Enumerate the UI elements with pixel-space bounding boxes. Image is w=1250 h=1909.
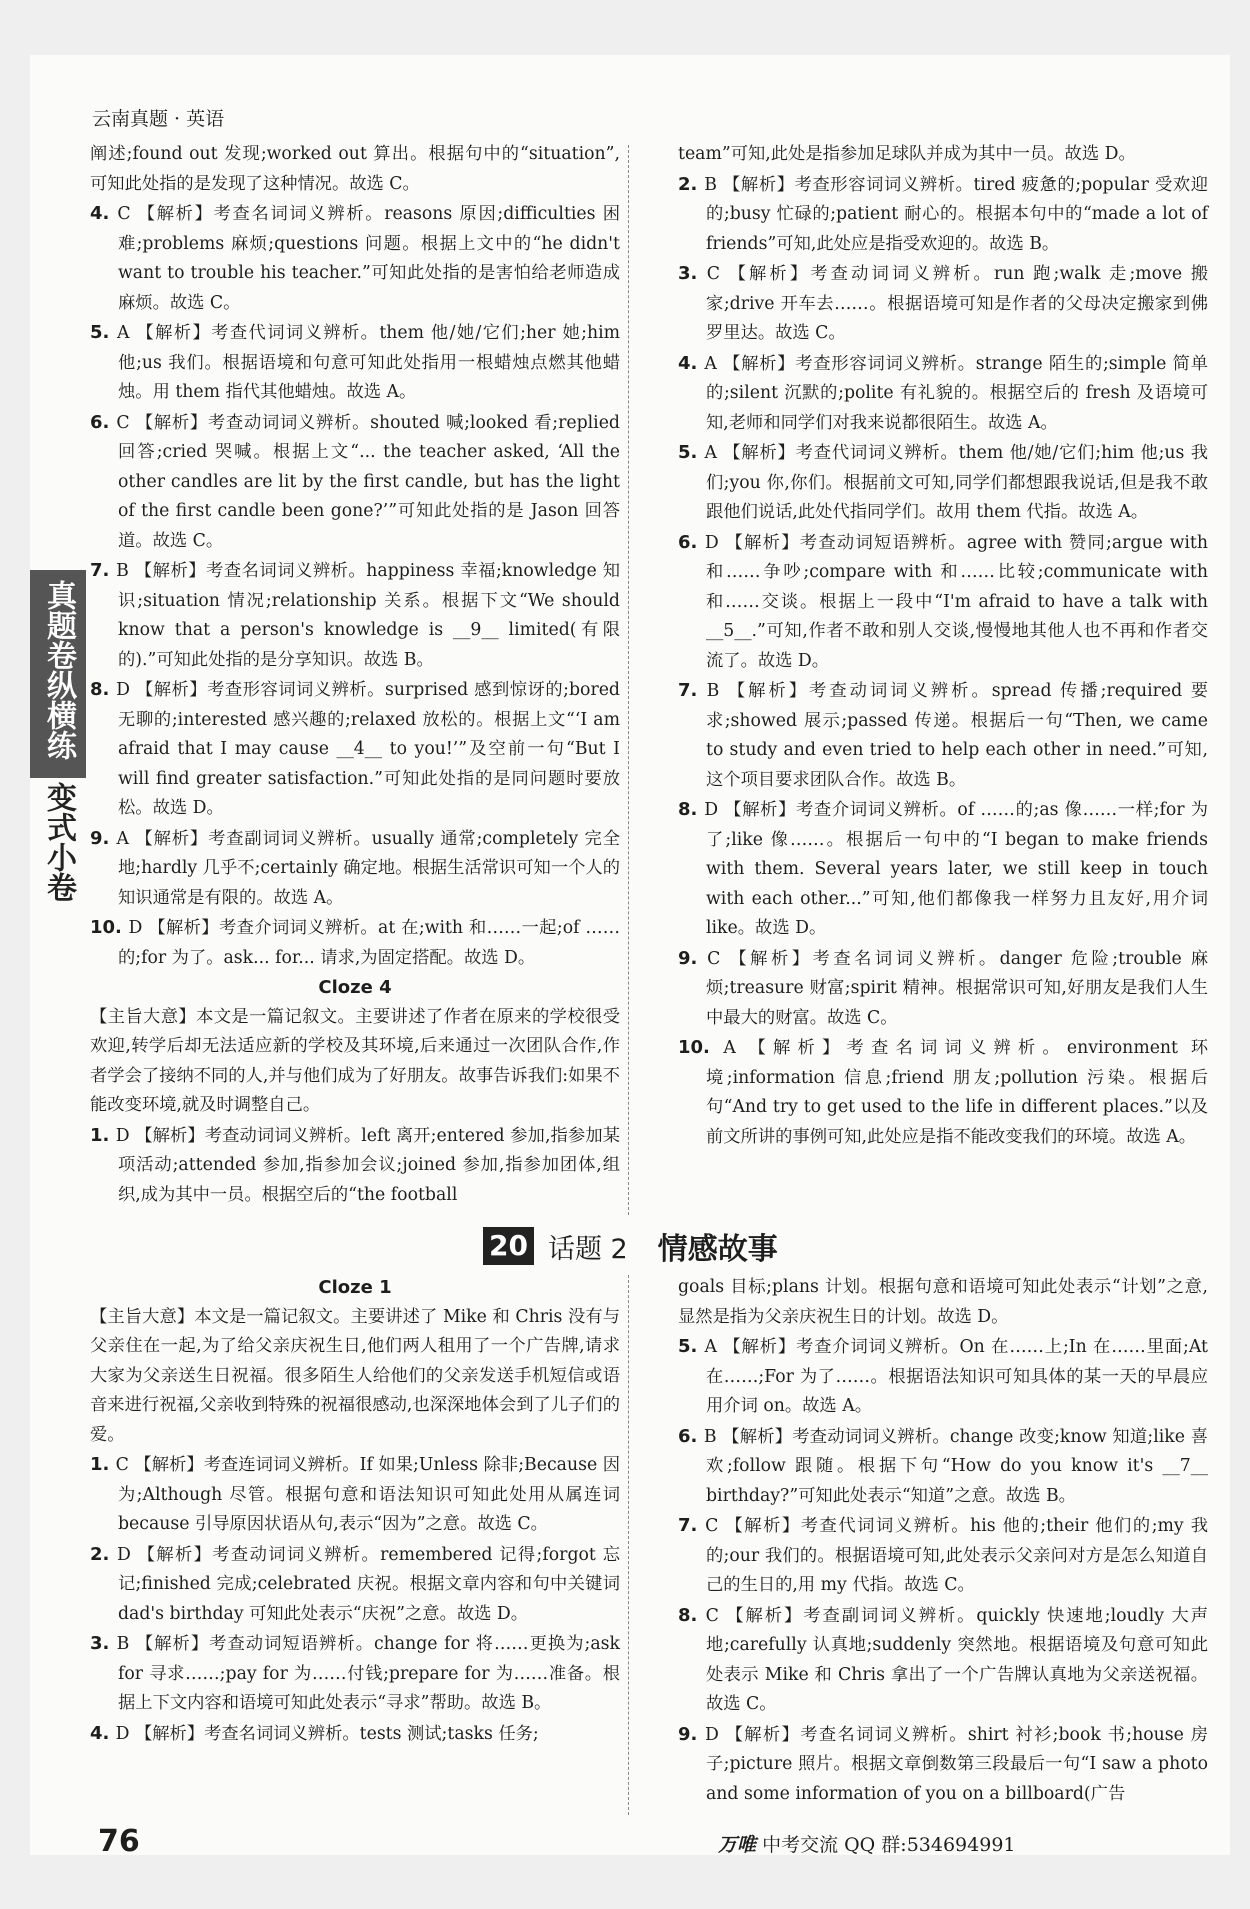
item-explanation: C 【解析】考查名词词义辨析。reasons 原因;difficulties 困难;problems 麻烦;questions 问题。根据上文中的“he didn't want to trouble his teacher.”可知此处指的是害怕给老师造成麻烦。故选 C。 — [117, 204, 620, 313]
item-number: 7. — [90, 560, 117, 581]
item-explanation: B 【解析】考查动词词义辨析。spread 传播;required 要求;showed 展示;passed 传递。根据后一句“Then, we came to study and even tried to help each other in need.”可知,这个项目要求团队合作。故选 B。 — [706, 681, 1208, 790]
answer-text: goals 目标;plans 计划。根据句意和语境可知此处表示“计划”之意,显然是指为父亲庆祝生日的计划。故选 D。 — [678, 1277, 1208, 1327]
answer-item — [678, 438, 1208, 528]
item-number: 8. — [678, 799, 705, 820]
answer-text: 【主旨大意】本文是一篇记叙文。主要讲述了 Mike 和 Chris 没有与父亲住在一起,为了给父亲庆祝生日,他们两人租用了一个广告牌,请求大家为父亲送生日祝福。很多陌生人给他们的父亲发送手机短信或语音来进行祝福,父亲收到特殊的祝福很感动,也深深地体会到了儿子们的爱。 — [90, 1306, 620, 1445]
topic-name: 情感故事 — [657, 1232, 778, 1267]
answer-item — [678, 1601, 1208, 1720]
item-explanation: A 【解析】考查代词词义辨析。them 他/她/它们;him 他;us 我们;you 你,你们。根据前文可知,同学们都想跟我说话,但是我不敢跟他们说话,此处代指同学们。故用 them 代指。故选 A。 — [704, 443, 1208, 522]
item-explanation: C 【解析】考查副词词义辨析。quickly 快速地;loudly 大声地;carefully 认真地;suddenly 突然地。根据语境及句意可知此处表示 Mike 和 Chris 拿出了一个广告牌认真地为父亲送祝福。故选 C。 — [705, 1605, 1208, 1714]
answer-item — [678, 528, 1208, 677]
column-divider — [628, 1275, 629, 1815]
item-number: 9. — [90, 827, 117, 849]
answer-item — [678, 1422, 1208, 1512]
answer-item — [90, 824, 620, 914]
side-tab-label: 变式小卷 — [41, 782, 76, 902]
item-number: 9. — [678, 1723, 705, 1745]
item-explanation: A 【解析】考查代词词义辨析。them 他/她/它们;her 她;him 他;us 我们。根据语境和句意可知此处指用一根蜡烛点燃其他蜡烛。用 them 指代其他蜡烛。故选 A。 — [117, 323, 620, 402]
topic-label: 话题 2 — [547, 1233, 628, 1265]
item-number: 4. — [678, 352, 705, 374]
answer-column-bottom-right — [678, 1273, 1208, 1809]
answer-item — [90, 913, 620, 973]
item-explanation: C 【解析】考查连词词义辨析。If 如果;Unless 除非;Because 因为;Although 尽管。根据句意和语法知识可知此处用从属连词 because 引导原因状语从句,表示“因为”之意。故选 C。 — [115, 1455, 620, 1534]
running-header: 云南真题 · 英语 — [92, 108, 225, 130]
item-number: 1. — [90, 1124, 116, 1146]
item-number: 5. — [678, 442, 705, 463]
item-explanation: C 【解析】考查代词词义辨析。his 他的;their 他们的;my 我的;our 我们的。根据语境可知,此处表示父亲问对方是怎么知道自己的生日的,用 my 代指。故选 C。 — [705, 1516, 1208, 1595]
answer-item — [678, 170, 1208, 260]
topic-heading — [483, 1227, 778, 1265]
item-explanation: B 【解析】考查动词短语辨析。change for 将……更换为;ask for 寻求……;pay for 为……付钱;prepare for 为……准备。根据上下文内容和语境可知此处表示“寻求”帮助。故选 B。 — [116, 1634, 620, 1713]
side-tab-label: 真题卷纵横练 — [41, 580, 76, 760]
item-number: 4. — [90, 203, 118, 224]
answer-item — [90, 1629, 620, 1719]
item-explanation: C 【解析】考查名词词义辨析。danger 危险;trouble 麻烦;treasure 财富;spirit 精神。根据常识可知,好朋友是我们人生中最大的财富。故选 C。 — [706, 948, 1208, 1028]
answer-item — [678, 1033, 1208, 1152]
item-explanation: B 【解析】考查动词词义辨析。change 改变;know 知道;like 喜欢;follow 跟随。根据下句“How do you know it's __7__ birthday?”可知此处表示“知道”之意。故选 B。 — [703, 1426, 1208, 1506]
item-explanation: A 【解析】考查形容词词义辨析。strange 陌生的;simple 简单的;silent 沉默的;polite 有礼貌的。根据空后的 fresh 及语境可知,老师和同学们对我来说都很陌生。故选 A。 — [704, 353, 1208, 433]
cloze-title: Cloze 4 — [318, 977, 392, 998]
answer-item — [90, 675, 620, 824]
item-number: 5. — [90, 322, 118, 343]
item-explanation: B 【解析】考查名词词义辨析。happiness 幸福;knowledge 知识;situation 情况;relationship 关系。根据下文“We should know that a person's knowledge is __9__ limited(有限的).”可知此处指的是分享知识。故选 B。 — [116, 561, 620, 670]
item-explanation: A 【解析】考查副词词义辨析。usually 通常;completely 完全地;hardly 几乎不;certainly 确定地。根据生活常识可知一个人的知识通常是有限的。故选 A。 — [116, 828, 620, 908]
answer-item — [90, 1450, 620, 1540]
item-number: 10. — [90, 917, 129, 938]
item-number: 5. — [678, 1336, 705, 1357]
answer-item — [90, 1540, 620, 1630]
item-number: 7. — [678, 680, 707, 701]
item-number: 3. — [90, 1633, 117, 1654]
item-explanation: A 【解析】考查介词词义辨析。On 在……上;In 在……里面;At 在……;For 为了……。根据语法知识可知具体的某一天的早晨应用介词 on。故选 A。 — [704, 1337, 1208, 1416]
answer-item — [90, 1719, 620, 1750]
footer-text: 中考交流 QQ 群:534694991 — [762, 1834, 1016, 1856]
item-explanation: A 【解析】考查名词词义辨析。environment 环境;information 信息;friend 朋友;pollution 污染。根据后句“And try to get used to the life in different places.”以及前文所讲的事例可知,此处应是指不能改变我们的环境。故选 A。 — [706, 1038, 1208, 1147]
item-explanation: D 【解析】考查介词词义辨析。of ……的;as 像……一样;for 为了;like 像……。根据后一句中的“I began to make friends with them. Several years later, we still keep in touch with each other...”可知,他们都像我一样努力且友好,用介词 like。故选 D。 — [704, 800, 1208, 938]
answer-item — [90, 318, 620, 408]
item-number: 6. — [678, 531, 705, 553]
item-explanation: B 【解析】考查形容词词义辨析。tired 疲惫的;popular 受欢迎的;busy 忙碌的;patient 耐心的。根据本句中的“made a lot of friends”可知,此处应是指受欢迎的。故选 B。 — [704, 174, 1208, 254]
page-number: 76 — [98, 1824, 140, 1859]
item-number: 9. — [678, 947, 708, 969]
item-explanation: C 【解析】考查动词词义辨析。shouted 喊;looked 看;replied 回答;cried 哭喊。根据上文“... the teacher asked, ‘All the other candles are lit by the first candle, but has the light of the first candle been gone?’”可知此处指的是 Jason 回答道。故选 C。 — [116, 412, 620, 551]
answer-text: 阐述;found out 发现;worked out 算出。根据句中的“situation”,可知此处指的是发现了这种情况。故选 C。 — [90, 144, 620, 194]
answer-column-top-left — [90, 140, 620, 1210]
item-number: 1. — [90, 1454, 116, 1475]
topic-number: 20 — [483, 1227, 534, 1265]
item-explanation: D 【解析】考查介词词义辨析。at 在;with 和……一起;of ……的;for 为了。ask... for... 请求,为固定搭配。故选 D。 — [118, 918, 620, 968]
answer-item — [678, 1720, 1208, 1810]
item-explanation: D 【解析】考查动词词义辨析。remembered 记得;forgot 忘记;finished 完成;celebrated 庆祝。根据文章内容和句中关键词 dad's birthday 可知此处表示“庆祝”之意。故选 D。 — [117, 1544, 620, 1624]
side-tab-secondary — [30, 782, 86, 912]
answer-item — [678, 944, 1208, 1034]
item-explanation: D 【解析】考查名词词义辨析。shirt 衬衫;book 书;house 房子;picture 照片。根据文章倒数第三段最后一句“I saw a photo and some information of you on a billboard(广告 — [704, 1724, 1208, 1804]
answer-item — [678, 1332, 1208, 1422]
item-number: 6. — [90, 411, 117, 433]
answer-column-top-right — [678, 140, 1208, 1152]
answer-item — [90, 408, 620, 557]
answer-item — [90, 1121, 620, 1211]
answer-item — [678, 259, 1208, 349]
item-number: 8. — [678, 1604, 706, 1626]
item-number: 4. — [90, 1722, 116, 1744]
cloze-title: Cloze 1 — [318, 1277, 392, 1298]
side-tab-primary — [30, 570, 86, 778]
answer-item — [678, 676, 1208, 795]
item-explanation: C 【解析】考查动词词义辨析。run 跑;walk 走;move 搬家;drive 开车去……。根据语境可知是作者的父母决定搬家到佛罗里达。故选 C。 — [706, 264, 1208, 343]
answer-column-bottom-left — [90, 1273, 620, 1749]
item-explanation: D 【解析】考查形容词词义辨析。surprised 感到惊讶的;bored 无聊的;interested 感兴趣的;relaxed 放松的。根据上文“‘I am afraid that I may cause __4__ to you!’”及空前一句“But I will find greater satisfaction.”可知此处指的是同问题时要放松。故选 D。 — [116, 680, 620, 818]
item-number: 2. — [678, 173, 705, 195]
answer-item — [678, 349, 1208, 439]
item-number: 7. — [678, 1515, 706, 1536]
item-number: 10. — [678, 1037, 724, 1058]
item-number: 6. — [678, 1425, 704, 1447]
answer-item — [90, 556, 620, 675]
column-divider — [628, 145, 629, 1215]
footer-note — [718, 1830, 1016, 1857]
brand-logo: 万唯 — [718, 1834, 757, 1856]
item-number: 8. — [90, 679, 117, 700]
item-explanation: D 【解析】考查名词词义辨析。tests 测试;tasks 任务; — [115, 1723, 539, 1744]
item-number: 3. — [678, 263, 707, 284]
answer-item — [678, 1511, 1208, 1601]
item-number: 2. — [90, 1543, 117, 1565]
item-explanation: D 【解析】考查动词词义辨析。left 离开;entered 参加,指参加某项活动;attended 参加,指参加会议;joined 参加,指参加团体,组织,成为其中一员。根据空后的“the football — [115, 1125, 620, 1205]
item-explanation: D 【解析】考查动词短语辨析。agree with 赞同;argue with 和……争吵;compare with 和……比较;communicate with 和……交谈。根据上一段中“I'm afraid to have a talk with __5__.”可知,作者不敢和别人交谈,慢慢地其他人也不再和作者交流了。故选 D。 — [704, 532, 1208, 671]
answer-text: 【主旨大意】本文是一篇记叙文。主要讲述了作者在原来的学校很受欢迎,转学后却无法适应新的学校及其环境,后来通过一次团队合作,作者学会了接纳不同的人,并与他们成为了好朋友。故事告诉我们:如果不能改变环境,就及时调整自己。 — [90, 1006, 620, 1115]
answer-item — [90, 199, 620, 318]
answer-item — [678, 795, 1208, 944]
answer-text: team”可知,此处是指参加足球队并成为其中一员。故选 D。 — [678, 144, 1136, 164]
